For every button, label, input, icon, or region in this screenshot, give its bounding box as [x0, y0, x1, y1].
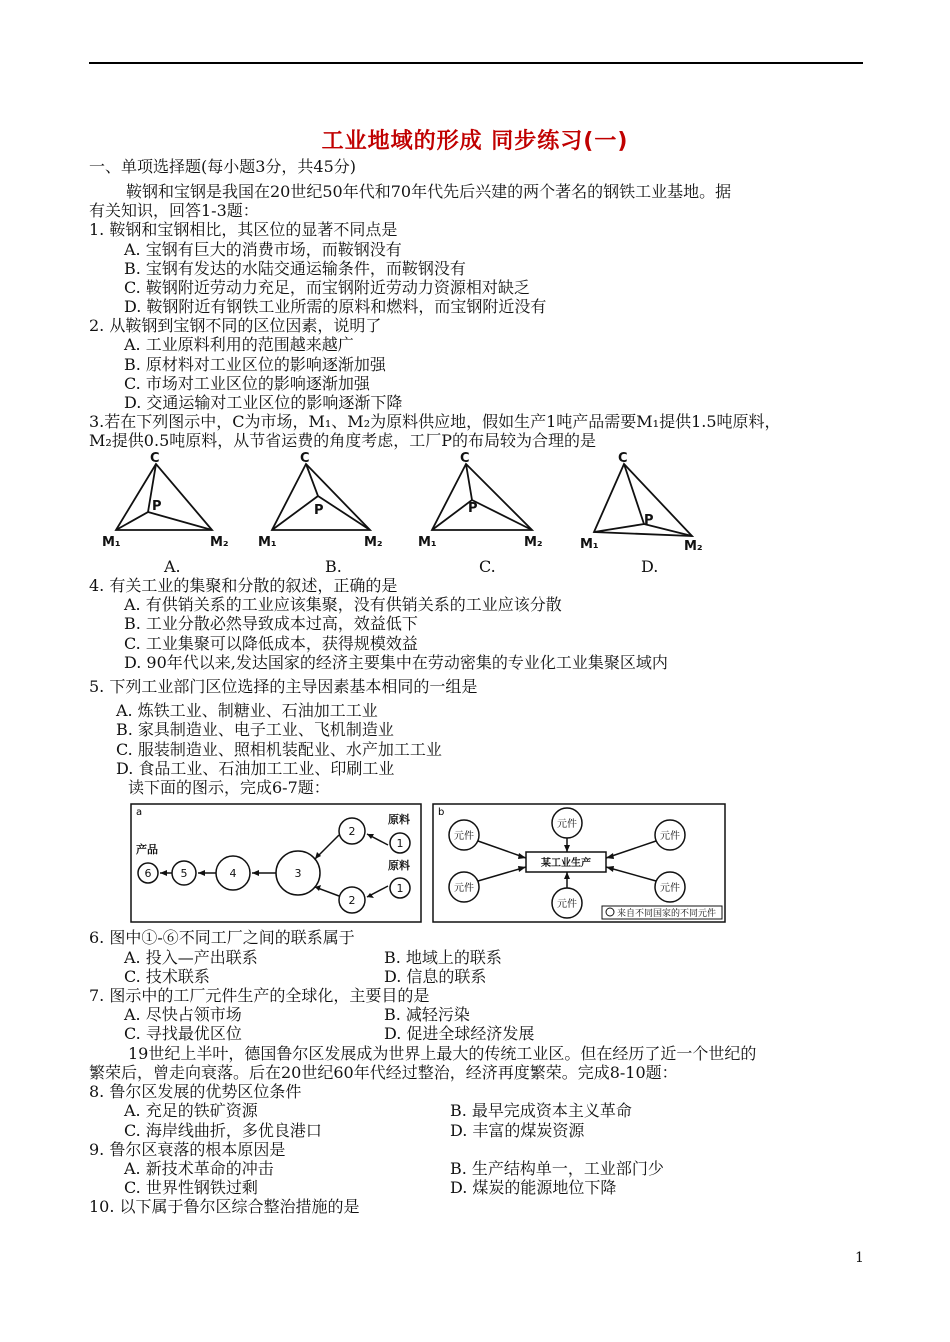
node-3: 3: [294, 867, 302, 880]
node-2: 2: [348, 894, 356, 907]
question-9-stem: 9. 鲁尔区衰落的根本原因是: [89, 1140, 286, 1159]
option: C. 世界性钢铁过剩: [124, 1178, 258, 1197]
option: A. 充足的铁矿资源: [124, 1101, 258, 1120]
question-5-stem: 5. 下列工业部门区位选择的主导因素基本相同的一组是: [89, 677, 478, 696]
label-c: C: [150, 451, 160, 466]
legend-text: 来自不同国家的不同元件: [617, 909, 717, 919]
option: B. 减轻污染: [384, 1005, 470, 1024]
label-c: C: [618, 451, 628, 466]
label-m2: M₂: [684, 539, 703, 554]
option: D. 丰富的煤炭资源: [450, 1121, 585, 1140]
option: B. 家具制造业、电子工业、飞机制造业: [116, 720, 394, 739]
question-10-stem: 10. 以下属于鲁尔区综合整治措施的是: [89, 1197, 360, 1216]
figure-a-production-chain: [130, 803, 424, 925]
option: A. 炼铁工业、制糖业、石油加工工业: [116, 701, 378, 720]
label-p: P: [644, 513, 654, 528]
triangle-c: [432, 464, 532, 530]
option: A. 宝钢有巨大的消费市场，而鞍钢没有: [124, 240, 402, 259]
option: C. 海岸线曲折，多优良港口: [124, 1121, 322, 1140]
option: C. 鞍钢附近劳动力充足，而宝钢附近劳动力资源相对缺乏: [124, 278, 530, 297]
figure-a-tag: a: [136, 807, 143, 818]
intro-text: 繁荣后，曾走向衰落。后在20世纪60年代经过整治，经济再度繁荣。完成8-10题：: [89, 1063, 678, 1082]
option: D. 90年代以来,发达国家的经济主要集中在劳动密集的专业化工业集聚区域内: [124, 653, 668, 672]
node-1: 1: [396, 837, 404, 850]
node-4: 4: [229, 867, 237, 880]
option: D. 食品工业、石油加工工业、印刷工业: [116, 759, 395, 778]
option: B. 地域上的联系: [384, 948, 502, 967]
label-m1: M₁: [258, 535, 277, 550]
option: A. 投入—产出联系: [124, 948, 258, 967]
option: C. 技术联系: [124, 967, 210, 986]
option: B. 宝钢有发达的水陆交通运输条件，而鞍钢没有: [124, 259, 466, 278]
option: C. 工业集聚可以降低成本，获得规模效益: [124, 634, 418, 653]
label-m1: M₁: [418, 535, 437, 550]
center-label: 某工业生产: [541, 858, 591, 869]
triangle-a: [116, 464, 212, 530]
label-c: C: [300, 451, 310, 466]
section-heading: 一、单项选择题(每小题3分，共45分): [89, 157, 357, 176]
label-p: P: [314, 503, 324, 518]
node-6: 6: [144, 867, 152, 880]
option: A. 尽快占领市场: [124, 1005, 242, 1024]
choice-label: D.: [641, 557, 659, 576]
label-m2: M₂: [364, 535, 383, 550]
option: A. 工业原料利用的范围越来越广: [124, 335, 354, 354]
node-5: 5: [180, 867, 188, 880]
option: C. 服装制造业、照相机装配业、水产加工工业: [116, 740, 442, 759]
option: D. 信息的联系: [384, 967, 487, 986]
option: B. 工业分散必然导致成本过高，效益低下: [124, 614, 418, 633]
intro-text: 鞍钢和宝钢是我国在20世纪50年代和70年代先后兴建的两个著名的钢铁工业基地。据: [126, 182, 732, 201]
component-label: 元件: [454, 883, 474, 894]
option: B. 生产结构单一，工业部门少: [450, 1159, 664, 1178]
label-m1: M₁: [102, 535, 121, 550]
figure-b-global-components: [432, 803, 728, 925]
component-label: 元件: [454, 831, 474, 842]
triangle-d: [594, 464, 692, 536]
question-6-stem: 6. 图中①-⑥不同工厂之间的联系属于: [89, 928, 355, 947]
option: B. 原材料对工业区位的影响逐渐加强: [124, 355, 386, 374]
label-m2: M₂: [210, 535, 229, 550]
choice-label: B.: [325, 557, 342, 576]
page-title: 工业地域的形成 同步练习(一): [321, 129, 629, 154]
option: D. 煤炭的能源地位下降: [450, 1178, 617, 1197]
question-4-stem: 4. 有关工业的集聚和分散的叙述，正确的是: [89, 576, 398, 595]
question-2-stem: 2. 从鞍钢到宝钢不同的区位因素，说明了: [89, 316, 382, 335]
question-8-stem: 8. 鲁尔区发展的优势区位条件: [89, 1082, 302, 1101]
intro-text: 读下面的图示，完成6-7题：: [128, 778, 330, 797]
raw-material-label: 原料: [388, 813, 410, 826]
option: D. 交通运输对工业区位的影响逐渐下降: [124, 393, 403, 412]
option: C. 寻找最优区位: [124, 1024, 242, 1043]
page-number: 1: [855, 1250, 864, 1266]
triangle-b: [272, 464, 370, 530]
option: C. 市场对工业区位的影响逐渐加强: [124, 374, 370, 393]
label-m2: M₂: [524, 535, 543, 550]
option: A. 有供销关系的工业应该集聚，没有供销关系的工业应该分散: [124, 595, 562, 614]
header-rule: [89, 62, 863, 64]
component-label: 元件: [660, 831, 680, 842]
node-1: 1: [396, 882, 404, 895]
product-label: 产品: [136, 843, 158, 856]
question-7-stem: 7. 图示中的工厂元件生产的全球化，主要目的是: [89, 986, 430, 1005]
option: D. 鞍钢附近有钢铁工业所需的原料和燃料，而宝钢附近没有: [124, 297, 547, 316]
option: B. 最早完成资本主义革命: [450, 1101, 632, 1120]
intro-text: 19世纪上半叶，德国鲁尔区发展成为世界上最大的传统工业区。但在经历了近一个世纪的: [128, 1044, 757, 1063]
label-p: P: [468, 501, 478, 516]
label-m1: M₁: [580, 537, 599, 552]
question-1-stem: 1. 鞍钢和宝钢相比，其区位的显著不同点是: [89, 220, 398, 239]
component-label: 元件: [557, 819, 577, 830]
component-label: 元件: [660, 883, 680, 894]
triangle-diagrams: [100, 450, 720, 560]
choice-label: C.: [479, 557, 496, 576]
intro-text: 有关知识，回答1-3题：: [89, 201, 259, 220]
choice-label: A.: [164, 557, 181, 576]
node-2: 2: [348, 825, 356, 838]
option: A. 新技术革命的冲击: [124, 1159, 274, 1178]
question-3-stem: 3.若在下列图示中，C为市场，M₁、M₂为原料供应地，假如生产1吨产品需要M₁提供1.5吨原料，: [89, 412, 781, 431]
label-c: C: [460, 451, 470, 466]
figure-b-tag: b: [438, 807, 445, 818]
option: D. 促进全球经济发展: [384, 1024, 535, 1043]
label-p: P: [152, 499, 162, 514]
component-label: 元件: [557, 899, 577, 910]
question-3-stem: M₂提供0.5吨原料，从节省运费的角度考虑，工厂P的布局较为合理的是: [89, 431, 597, 450]
raw-material-label: 原料: [388, 859, 410, 872]
